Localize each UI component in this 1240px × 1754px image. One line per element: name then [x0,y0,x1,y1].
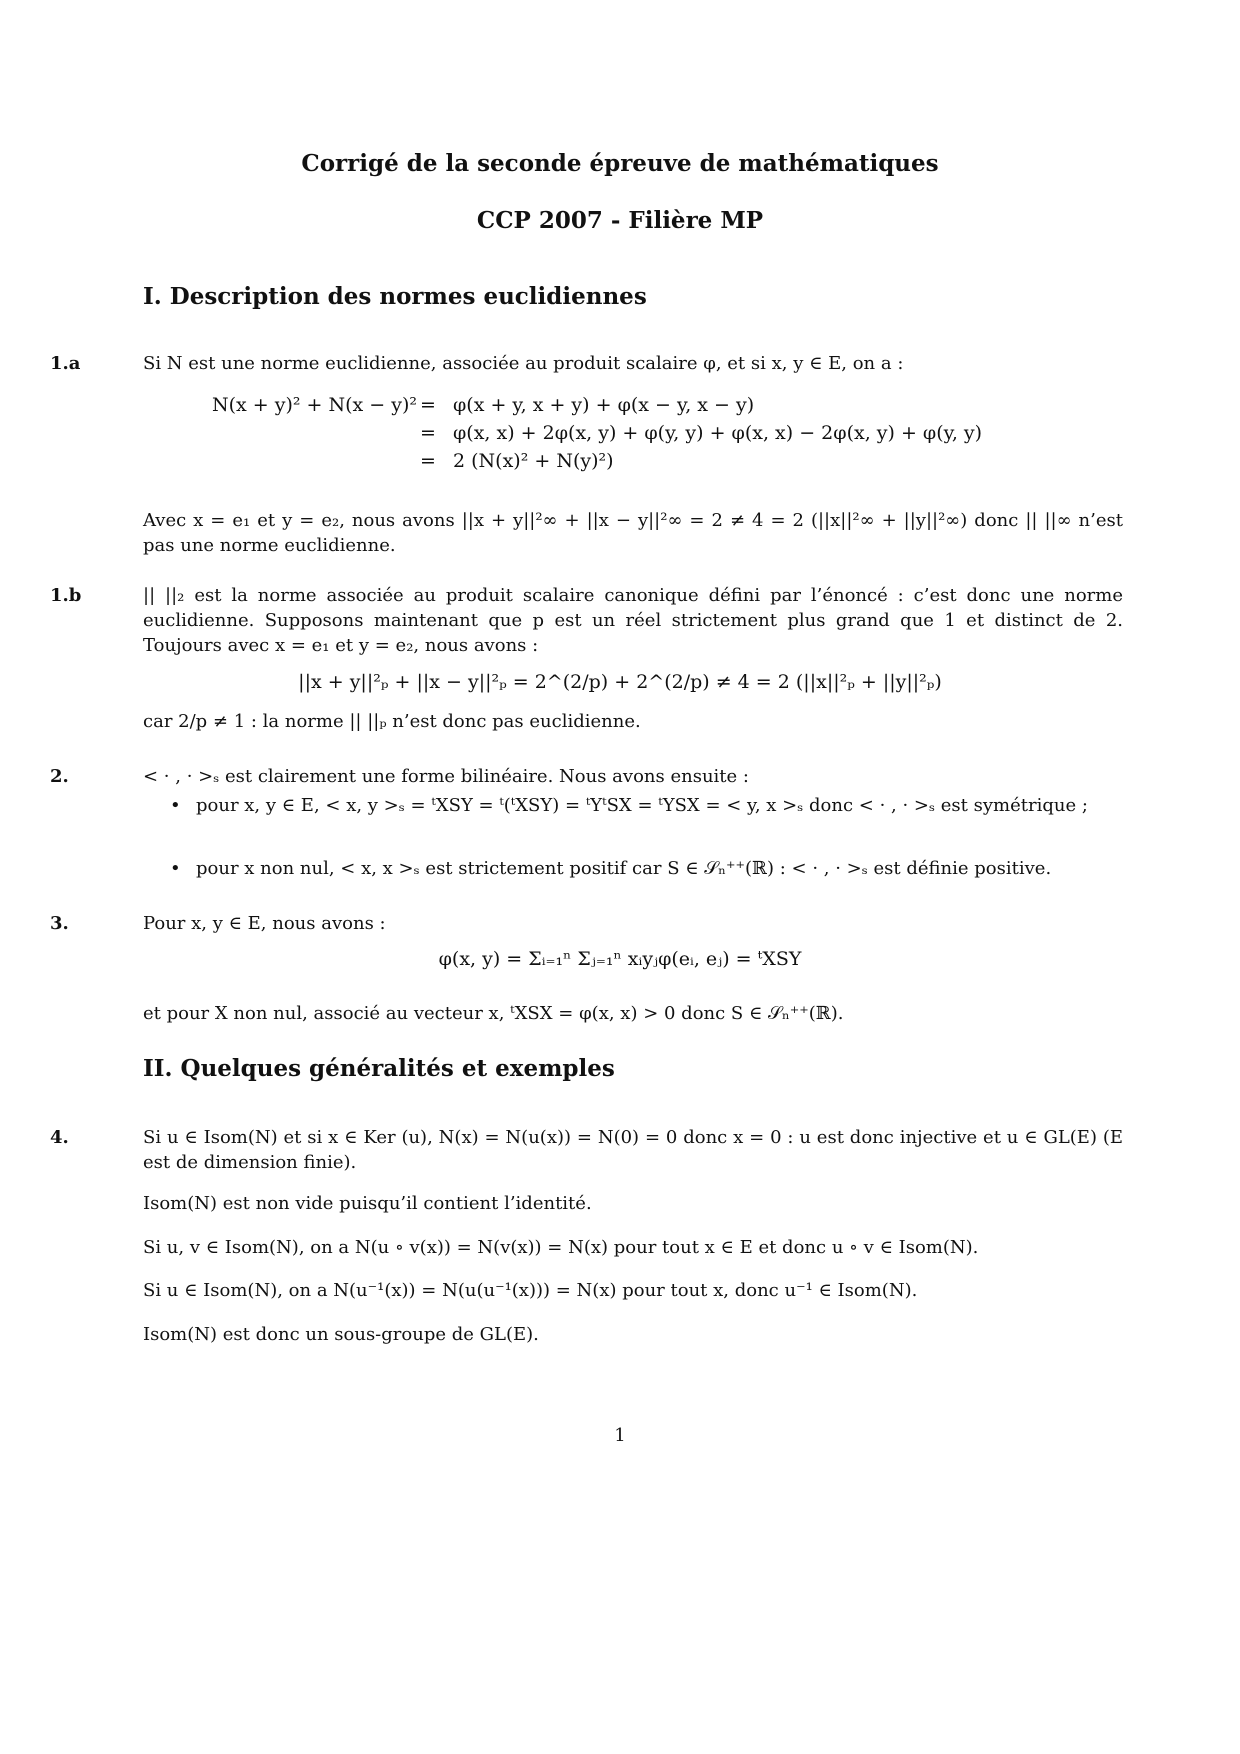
question-number-2: 2. [50,766,69,787]
question-2-bullet-1: pour x, y ∈ E, < x, y >ₛ = ᵗXSY = ᵗ(ᵗXSY) = ᵗYᵗSX = ᵗYSX = < y, x >ₛ donc < · , · >ₛ est symétrique ; [196,795,1088,816]
question-number-1b: 1.b [50,585,82,606]
document-title: Corrigé de la seconde épreuve de mathématiques [301,150,939,177]
question-2-intro: < · , · >ₛ est clairement une forme bilinéaire. Nous avons ensuite : [143,766,749,787]
equation-1a-rel1: = [420,394,436,416]
question-4-paragraph-5: Isom(N) est donc un sous-groupe de GL(E). [143,1324,539,1345]
equation-1a-lhs: N(x + y)² + N(x − y)² [212,394,418,416]
question-4-paragraph-1: Si u ∈ Isom(N) et si x ∈ Ker (u), N(x) = N(u(x)) = N(0) = 0 donc x = 0 : u est donc injective et u ∈ GL(E) (E est de dimension finie). [143,1127,1123,1173]
section-heading-1: I. Description des normes euclidiennes [143,283,647,310]
section-heading-2: II. Quelques généralités et exemples [143,1055,615,1082]
equation-1a-rel3: = [420,450,436,472]
bullet-marker-2: • [170,858,181,879]
equation-1a-rhs2: φ(x, x) + 2φ(x, y) + φ(y, y) + φ(x, x) − 2φ(x, y) + φ(y, y) [453,422,983,444]
question-number-3: 3. [50,913,69,934]
equation-1b: ||x + y||²ₚ + ||x − y||²ₚ = 2^(2/p) + 2^(2/p) ≠ 4 = 2 (||x||²ₚ + ||y||²ₚ) [298,671,942,693]
question-4-paragraph-2: Isom(N) est non vide puisqu’il contient l’identité. [143,1193,592,1214]
document-subtitle: CCP 2007 - Filière MP [476,207,764,234]
question-1a-conclusion: Avec x = e₁ et y = e₂, nous avons ||x + y||²∞ + ||x − y||²∞ = 2 ≠ 4 = 2 (||x||²∞ + ||y||²∞) donc || ||∞ n’est pas une norme euclidienne. [143,510,1123,556]
question-number-1a: 1.a [50,353,81,374]
equation-1a-rhs3: 2 (N(x)² + N(y)²) [453,450,614,472]
question-4-paragraph-3: Si u, v ∈ Isom(N), on a N(u ∘ v(x)) = N(v(x)) = N(x) pour tout x ∈ E et donc u ∘ v ∈ Isom(N). [143,1237,979,1258]
page-number: 1 [614,1425,626,1446]
question-2-bullet-2: pour x non nul, < x, x >ₛ est strictement positif car S ∈ 𝒮ₙ⁺⁺(ℝ) : < · , · >ₛ est définie positive. [196,858,1052,879]
question-3-conclusion: et pour X non nul, associé au vecteur x, ᵗXSX = φ(x, x) > 0 donc S ∈ 𝒮ₙ⁺⁺(ℝ). [143,1003,844,1024]
equation-1a-rhs1: φ(x + y, x + y) + φ(x − y, x − y) [453,394,755,416]
question-number-4: 4. [50,1127,69,1148]
question-3-intro: Pour x, y ∈ E, nous avons : [143,913,386,934]
bullet-marker-1: • [170,795,181,816]
question-1b-conclusion: car 2/p ≠ 1 : la norme || ||ₚ n’est donc pas euclidienne. [143,711,641,732]
question-4-paragraph-4: Si u ∈ Isom(N), on a N(u⁻¹(x)) = N(u(u⁻¹(x))) = N(x) pour tout x, donc u⁻¹ ∈ Isom(N). [143,1280,918,1301]
equation-3: φ(x, y) = Σᵢ₌₁ⁿ Σⱼ₌₁ⁿ xᵢyⱼφ(eᵢ, eⱼ) = ᵗXSY [438,948,802,970]
question-1a-intro: Si N est une norme euclidienne, associée au produit scalaire φ, et si x, y ∈ E, on a : [143,353,904,374]
equation-1a-rel2: = [420,422,436,444]
question-1b-intro: || ||₂ est la norme associée au produit scalaire canonique défini par l’énoncé : c’est donc une norme euclidienne. Supposons maintenant que p est un réel strictement plus grand que 1 et distinct de 2. Toujours avec x = e₁ et y = e₂, nous avons : [143,585,1123,656]
